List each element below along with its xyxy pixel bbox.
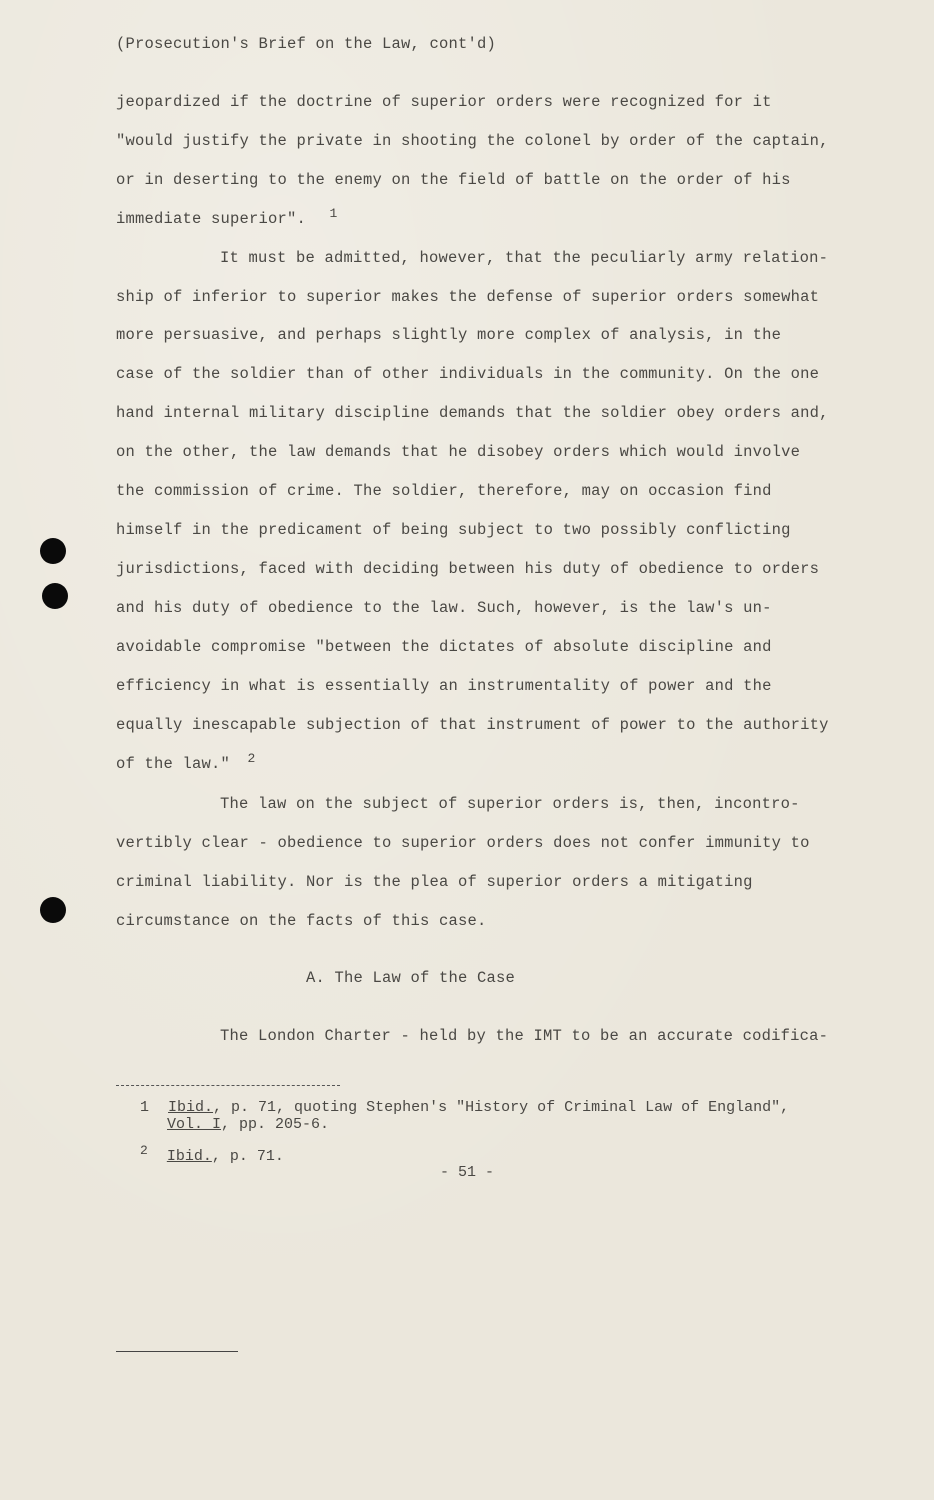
punch-hole-top: [40, 538, 66, 564]
footnote-ref-1: 1: [329, 206, 338, 221]
p2-line-1: It must be admitted, however, that the peculiarly army relation-: [220, 249, 829, 267]
p2-line-2: ship of inferior to superior makes the defense of superior orders somewhat: [116, 288, 820, 306]
footnote-1-vol: Vol. I: [167, 1116, 222, 1133]
p3-line-3: criminal liability. Nor is the plea of superior orders a mitigating: [116, 873, 753, 891]
p4-line-1: The London Charter - held by the IMT to be an accurate codifica-: [220, 1027, 829, 1045]
p2-line-3: more persuasive, and perhaps slightly more complex of analysis, in the: [116, 326, 782, 344]
page-number: - 51 -: [440, 1164, 495, 1181]
footnote-1-vol-text: , pp. 205-6.: [221, 1116, 330, 1133]
footnote-1-line-1: [140, 1099, 789, 1117]
footnote-1-text: , p. 71, quoting Stephen's "History of Criminal Law of England",: [213, 1099, 790, 1116]
bottom-rule: [116, 1351, 238, 1352]
footnote-1-ibid: Ibid.: [168, 1099, 214, 1116]
p1-line-1: jeopardized if the doctrine of superior orders were recognized for it: [116, 93, 772, 111]
p2-line-6: on the other, the law demands that he disobey orders which would involve: [116, 443, 801, 461]
p2-line-4: case of the soldier than of other individuals in the community. On the one: [116, 365, 820, 383]
p1-line-3: or in deserting to the enemy on the field of battle on the order of his: [116, 171, 791, 189]
p2-line-10: and his duty of obedience to the law. Such, however, is the law's un-: [116, 599, 772, 617]
footnote-separator: [116, 1085, 340, 1086]
p3-line-1: The law on the subject of superior orders is, then, incontro-: [220, 795, 800, 813]
p2-line-14-text: of the law.": [116, 755, 231, 773]
p2-line-9: jurisdictions, faced with deciding between his duty of obedience to orders: [116, 560, 820, 578]
p3-line-2: vertibly clear - obedience to superior orders does not confer immunity to: [116, 834, 810, 852]
p2-line-13: equally inescapable subjection of that instrument of power to the authority: [116, 716, 829, 734]
p1-line-2: "would justify the private in shooting the colonel by order of the captain,: [116, 132, 829, 150]
footnote-2-ibid: Ibid.: [166, 1148, 212, 1165]
p2-line-8: himself in the predicament of being subject to two possibly conflicting: [116, 521, 791, 539]
punch-hole-bottom: [40, 897, 66, 923]
punch-hole-middle: [42, 583, 68, 609]
p2-line-12: efficiency in what is essentially an instrumentality of power and the: [116, 677, 772, 695]
footnote-2-text: , p. 71.: [211, 1148, 284, 1165]
section-heading: A. The Law of the Case: [306, 969, 516, 987]
p1-line-4-text: immediate superior".: [116, 210, 307, 228]
page-header: (Prosecution's Brief on the Law, cont'd): [116, 35, 497, 53]
p1-line-4: [116, 206, 338, 230]
footnote-ref-2: 2: [247, 751, 256, 766]
p2-line-5: hand internal military discipline demands that the soldier obey orders and,: [116, 404, 829, 422]
footnote-2-line-1: [140, 1143, 284, 1166]
footnote-1-line-2: [167, 1116, 329, 1134]
footnote-2-number: 2: [140, 1143, 148, 1158]
footnote-1-number: 1: [140, 1099, 150, 1116]
p2-line-11: avoidable compromise "between the dictates of absolute discipline and: [116, 638, 772, 656]
p2-line-14: [116, 751, 256, 775]
p3-line-4: circumstance on the facts of this case.: [116, 912, 487, 930]
p2-line-7: the commission of crime. The soldier, therefore, may on occasion find: [116, 482, 772, 500]
